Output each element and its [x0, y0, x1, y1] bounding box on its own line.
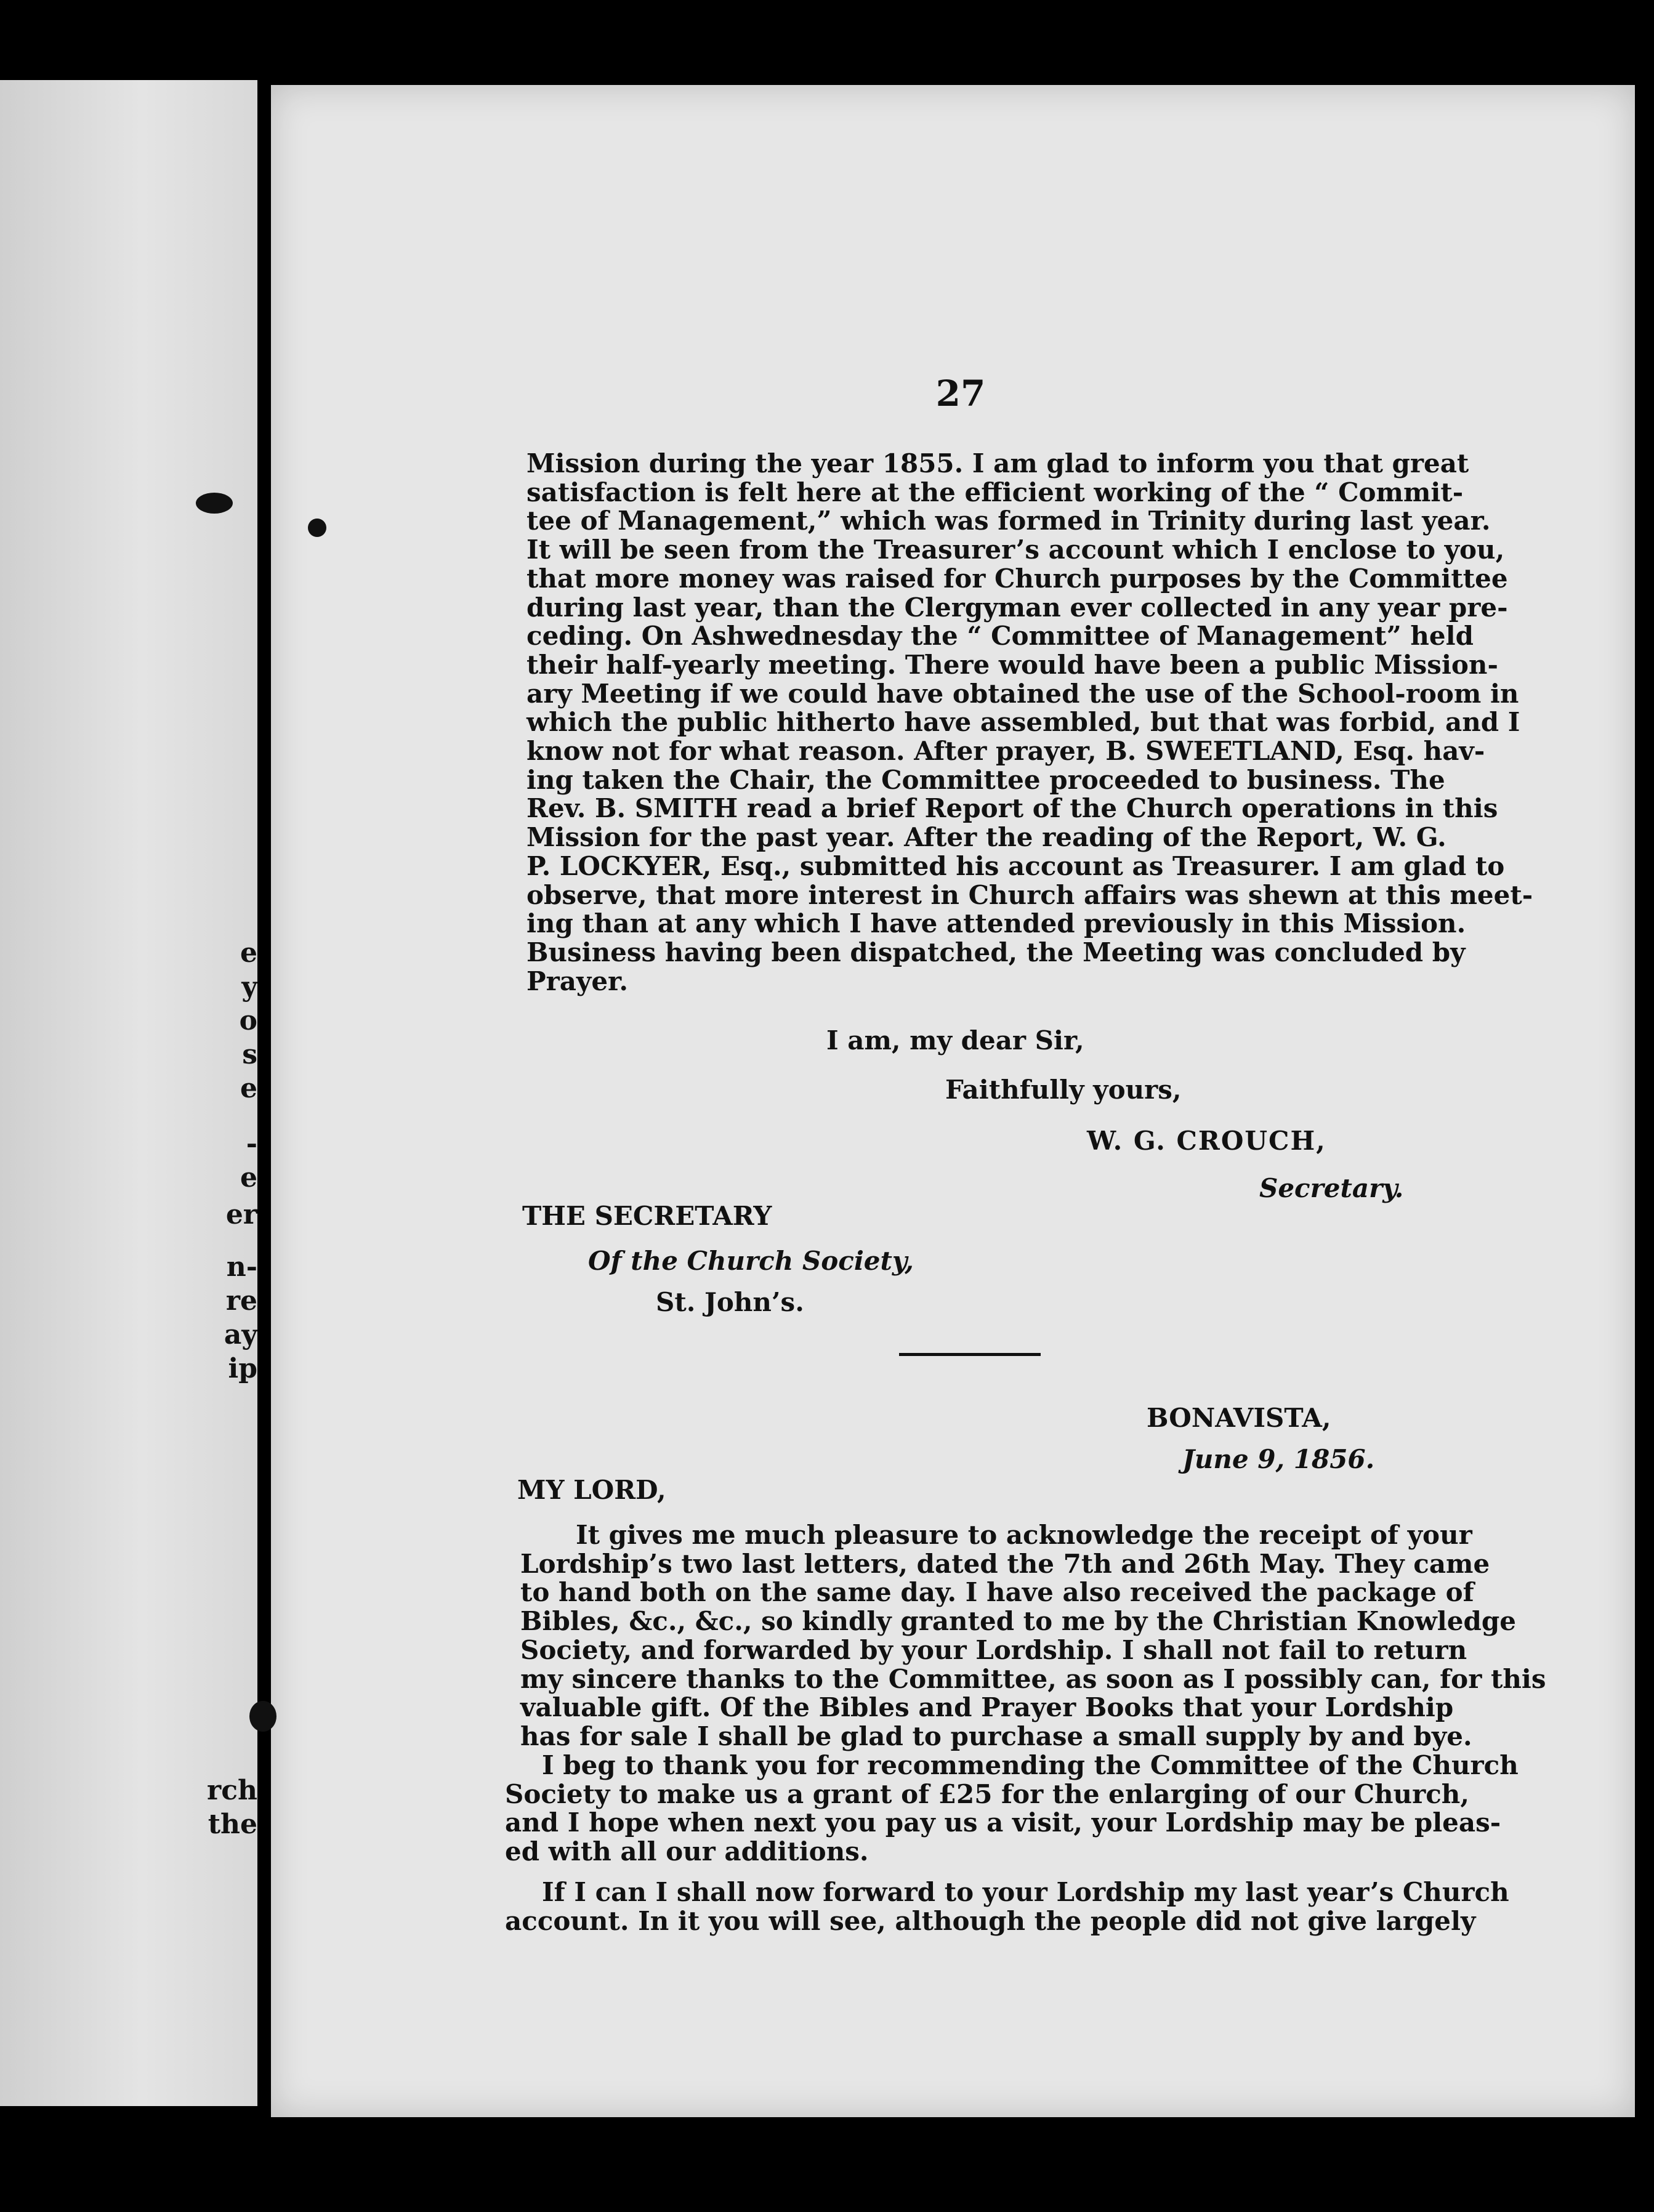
text-line: P. LOCKYER, Esq., submitted his account as Treasurer. I am glad to [526, 850, 1505, 881]
left-page-text-fragment: e [240, 1162, 257, 1193]
letter2-salutation: MY LORD, [517, 1475, 666, 1505]
text-line: ary Meeting if we could have obtained the use of the School-room in [526, 678, 1519, 709]
text-line: ceding. On Ashwednesday the “ Committee of Management” held [526, 621, 1474, 652]
text-line: tee of Management,” which was formed in Trinity during last year. [526, 506, 1491, 536]
left-page-text-fragment: y [241, 971, 257, 1003]
signature: W. G. CROUCH, [1087, 1126, 1326, 1156]
signature-title: Secretary. [1259, 1173, 1404, 1203]
text-line: observe, that more interest in Church affairs was shewn at this meet- [526, 879, 1533, 910]
text-line: Society, and forwarded by your Lordship. I shall not fail to return [520, 1634, 1467, 1665]
addressee-location: St. John’s. [656, 1287, 804, 1317]
text-line: If I can I shall now forward to your Lordship my last year’s Church [542, 1877, 1509, 1907]
letter1-body [526, 448, 1533, 996]
text-line: Business having been dispatched, the Meeting was concluded by [526, 937, 1466, 967]
letter2-paragraph-1 [520, 1520, 1546, 1751]
page-number: 27 [935, 373, 986, 414]
text-line: ing taken the Chair, the Committee proceeded to business. The [526, 764, 1445, 795]
text-line: my sincere thanks to the Committee, as soon as I possibly can, for this [520, 1663, 1546, 1694]
valediction: Faithfully yours, [945, 1075, 1182, 1105]
text-line: has for sale I shall be glad to purchase a small supply by and bye. [520, 1721, 1472, 1751]
text-line: Bibles, &c., &c., so kindly granted to me by the Christian Knowledge [520, 1606, 1516, 1637]
text-line: their half-yearly meeting. There would have been a public Mission- [526, 649, 1498, 680]
text-line: and I hope when next you pay us a visit, your Lordship may be pleas- [505, 1807, 1501, 1838]
letter2-paragraph-3 [505, 1877, 1509, 1936]
left-page-text-fragment: s [242, 1039, 257, 1070]
left-page-text-fragment: n- [226, 1251, 257, 1283]
text-line: Mission during the year 1855. I am glad to inform you that great [526, 448, 1469, 478]
text-line: Rev. B. SMITH read a brief Report of the Church operations in this [526, 793, 1498, 824]
ink-blot [249, 1701, 276, 1732]
text-line: to hand both on the same day. I have also received the package of [520, 1577, 1474, 1608]
text-line: I beg to thank you for recommending the Committee of the Church [542, 1750, 1519, 1780]
text-line: that more money was raised for Church purposes by the Committee [526, 563, 1508, 594]
letter2-place: BONAVISTA, [1147, 1403, 1331, 1433]
letter2-paragraph-2 [505, 1750, 1519, 1867]
text-line: Society to make us a grant of £25 for the enlarging of our Church, [505, 1778, 1469, 1809]
left-page-text-fragment: the [208, 1809, 257, 1840]
text-line: know not for what reason. After prayer, B. SWEETLAND, Esq. hav- [526, 736, 1485, 767]
addressee-organization: Of the Church Society, [588, 1246, 914, 1276]
text-line: valuable gift. Of the Bibles and Prayer Books that your Lordship [520, 1692, 1454, 1723]
ink-blot [196, 493, 233, 514]
text-line: account. In it you will see, although the people did not give largely [505, 1905, 1476, 1936]
left-page-text-fragment: e [240, 937, 257, 969]
left-page-text-fragment: o [239, 1005, 257, 1036]
left-page-text-fragment: ip [228, 1353, 257, 1384]
addressee-title: THE SECRETARY [522, 1201, 772, 1231]
section-divider [899, 1353, 1041, 1356]
text-line: during last year, than the Clergyman ever collected in any year pre- [526, 592, 1508, 623]
left-page-text-fragment: er [225, 1199, 257, 1230]
left-page-text-fragment: - [246, 1128, 257, 1160]
text-line: It gives me much pleasure to acknowledge the receipt of your [576, 1520, 1472, 1550]
ink-blot [308, 519, 326, 537]
closing-line: I am, my dear Sir, [826, 1025, 1084, 1056]
text-line: Prayer. [526, 966, 628, 996]
text-line: It will be seen from the Treasurer’s account which I enclose to you, [526, 535, 1505, 565]
left-page-text-fragment: rch [207, 1775, 257, 1806]
left-page-text-fragment: ay [224, 1319, 257, 1350]
text-line: ed with all our additions. [505, 1836, 869, 1867]
text-line: Mission for the past year. After the reading of the Report, W. G. [526, 822, 1446, 853]
left-page-text-fragment: re [225, 1285, 257, 1317]
left-page-text-fragment: e [240, 1073, 257, 1104]
letter2-date: June 9, 1856. [1182, 1444, 1375, 1474]
text-line: ing than at any which I have attended previously in this Mission. [526, 908, 1466, 939]
text-line: satisfaction is felt here at the efficient working of the “ Commit- [526, 477, 1464, 507]
text-line: which the public hitherto have assembled, but that was forbid, and I [526, 707, 1520, 738]
text-line: Lordship’s two last letters, dated the 7th and 26th May. They came [520, 1548, 1490, 1579]
left-facing-page [0, 80, 257, 2106]
